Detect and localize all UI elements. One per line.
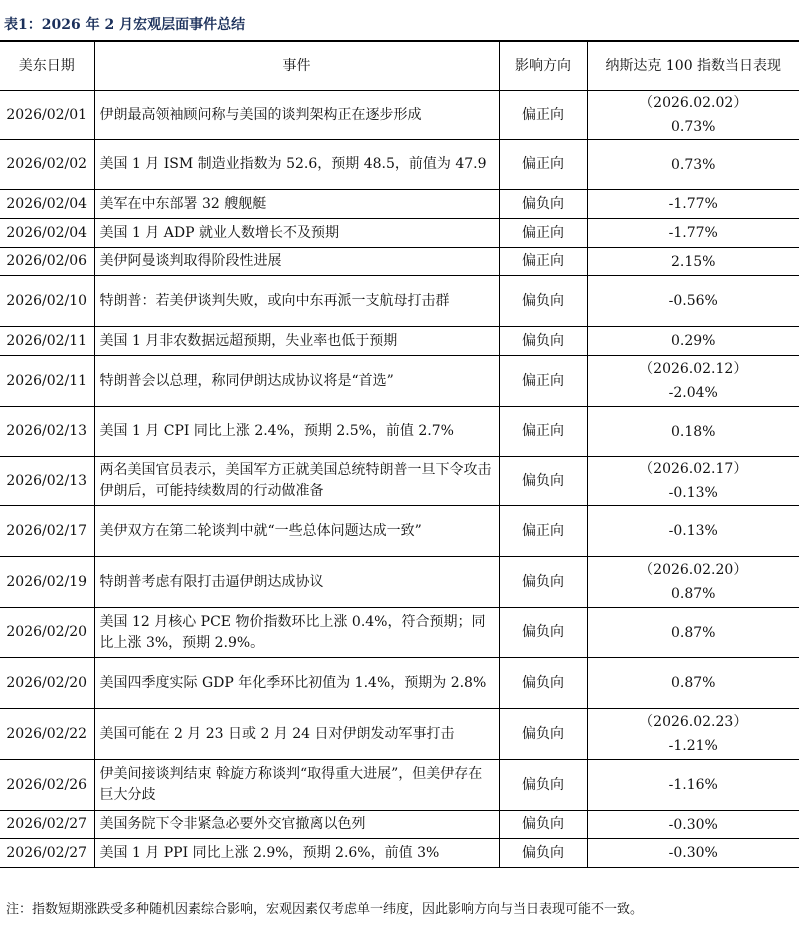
row-date: 2026/02/11 xyxy=(0,327,94,356)
row-direction: 偏正向 xyxy=(499,219,587,248)
row-event: 伊朗最高领袖顾问称与美国的谈判架构正在逐步形成 xyxy=(94,91,499,140)
row-date: 2026/02/20 xyxy=(0,608,94,658)
row-direction: 偏负向 xyxy=(499,839,587,868)
row-event: 美国 1 月 CPI 同比上涨 2.4%，预期 2.5%，前值 2.7% xyxy=(94,407,499,457)
row-date: 2026/02/06 xyxy=(0,248,94,276)
row-date: 2026/02/17 xyxy=(0,506,94,557)
row-date: 2026/02/20 xyxy=(0,658,94,709)
row-performance: -0.56% xyxy=(587,276,799,327)
table-row xyxy=(0,760,799,811)
row-performance: 0.87% xyxy=(587,608,799,658)
table-row xyxy=(0,407,799,457)
table-row xyxy=(0,506,799,557)
row-performance: -1.21% xyxy=(668,738,718,754)
row-direction: 偏负向 xyxy=(499,760,587,811)
row-performance-cell xyxy=(587,91,799,140)
row-event: 美国可能在 2 月 23 日或 2 月 24 日对伊朗发动军事打击 xyxy=(94,709,499,760)
row-event: 特朗普会以总理，称同伊朗达成协议将是“首选” xyxy=(94,356,499,407)
row-date: 2026/02/26 xyxy=(0,760,94,811)
row-date: 2026/02/13 xyxy=(0,457,94,506)
row-direction: 偏负向 xyxy=(499,709,587,760)
row-direction: 偏负向 xyxy=(499,457,587,506)
row-date: 2026/02/10 xyxy=(0,276,94,327)
table-row xyxy=(0,811,799,839)
row-performance: -0.30% xyxy=(587,811,799,839)
header-direction: 影响方向 xyxy=(499,42,587,91)
table-row xyxy=(0,557,799,608)
table-row xyxy=(0,248,799,276)
table-row xyxy=(0,356,799,407)
row-date: 2026/02/01 xyxy=(0,91,94,140)
row-event: 伊美间接谈判结束 斡旋方称谈判“取得重大进展”，但美伊存在巨大分歧 xyxy=(94,760,499,811)
header-performance: 纳斯达克 100 指数当日表现 xyxy=(587,42,799,91)
row-performance: 0.87% xyxy=(671,586,716,602)
row-performance: 0.18% xyxy=(587,407,799,457)
row-event: 美国 12 月核心 PCE 物价指数环比上涨 0.4%，符合预期；同比上涨 3%，预期 2.9%。 xyxy=(94,608,499,658)
table-title: 表1：2026 年 2 月宏观层面事件总结 xyxy=(4,17,246,33)
row-performance: -0.13% xyxy=(668,485,718,501)
table-row xyxy=(0,608,799,658)
row-performance-date: （2026.02.23） xyxy=(639,714,748,730)
row-event: 两名美国官员表示，美国军方正就美国总统特朗普一旦下令攻击伊朗后，可能持续数周的行动做准备 xyxy=(94,457,499,506)
row-direction: 偏正向 xyxy=(499,407,587,457)
row-performance-date: （2026.02.20） xyxy=(639,562,748,578)
footnote: 注：指数短期涨跌受多种随机因素综合影响，宏观因素仅考虑单一纬度，因此影响方向与当日表现可能不一致。 xyxy=(6,902,644,917)
table-row xyxy=(0,91,799,140)
row-direction: 偏正向 xyxy=(499,356,587,407)
row-direction: 偏正向 xyxy=(499,506,587,557)
row-performance: -2.04% xyxy=(668,385,718,401)
row-performance-date: （2026.02.12） xyxy=(639,361,748,377)
row-date: 2026/02/19 xyxy=(0,557,94,608)
row-date: 2026/02/04 xyxy=(0,219,94,248)
row-date: 2026/02/13 xyxy=(0,407,94,457)
row-direction: 偏负向 xyxy=(499,276,587,327)
row-performance: 0.73% xyxy=(587,140,799,190)
table-row xyxy=(0,839,799,868)
row-performance: 0.73% xyxy=(671,119,716,135)
row-date: 2026/02/11 xyxy=(0,356,94,407)
row-performance-cell xyxy=(587,457,799,506)
row-performance: 0.29% xyxy=(587,327,799,356)
row-direction: 偏负向 xyxy=(499,811,587,839)
row-event: 美国四季度实际 GDP 年化季环比初值为 1.4%，预期为 2.8% xyxy=(94,658,499,709)
table-row xyxy=(0,457,799,506)
header-event: 事件 xyxy=(94,42,499,91)
row-performance: -1.16% xyxy=(587,760,799,811)
row-event: 美国 1 月非农数据远超预期，失业率也低于预期 xyxy=(94,327,499,356)
row-event: 特朗普：若美伊谈判失败，或向中东再派一支航母打击群 xyxy=(94,276,499,327)
row-direction: 偏负向 xyxy=(499,658,587,709)
row-direction: 偏负向 xyxy=(499,190,587,219)
table-row xyxy=(0,709,799,760)
row-date: 2026/02/22 xyxy=(0,709,94,760)
row-performance: 2.15% xyxy=(587,248,799,276)
row-direction: 偏负向 xyxy=(499,608,587,658)
header-date: 美东日期 xyxy=(0,42,94,91)
row-direction: 偏正向 xyxy=(499,91,587,140)
table-row xyxy=(0,276,799,327)
row-event: 美军在中东部署 32 艘舰艇 xyxy=(94,190,499,219)
row-event: 美国务院下令非紧急必要外交官撤离以色列 xyxy=(94,811,499,839)
table-row xyxy=(0,658,799,709)
table-row xyxy=(0,219,799,248)
row-performance-cell xyxy=(587,709,799,760)
row-direction: 偏正向 xyxy=(499,248,587,276)
table-row xyxy=(0,190,799,219)
row-performance-date: （2026.02.02） xyxy=(639,95,748,111)
row-performance: -0.13% xyxy=(587,506,799,557)
row-direction: 偏正向 xyxy=(499,140,587,190)
row-date: 2026/02/27 xyxy=(0,811,94,839)
table-row xyxy=(0,327,799,356)
table-header-row xyxy=(0,42,799,91)
row-direction: 偏负向 xyxy=(499,557,587,608)
row-date: 2026/02/02 xyxy=(0,140,94,190)
row-event: 美伊阿曼谈判取得阶段性进展 xyxy=(94,248,499,276)
row-event: 美伊双方在第二轮谈判中就“一些总体问题达成一致” xyxy=(94,506,499,557)
row-performance: 0.87% xyxy=(587,658,799,709)
table-row xyxy=(0,140,799,190)
row-performance: -0.30% xyxy=(587,839,799,868)
row-event: 美国 1 月 ISM 制造业指数为 52.6，预期 48.5，前值为 47.9 xyxy=(94,140,499,190)
row-direction: 偏负向 xyxy=(499,327,587,356)
row-performance-cell xyxy=(587,356,799,407)
row-event: 特朗普考虑有限打击逼伊朗达成协议 xyxy=(94,557,499,608)
row-performance: -1.77% xyxy=(587,190,799,219)
row-date: 2026/02/04 xyxy=(0,190,94,219)
events-table xyxy=(0,42,799,868)
row-event: 美国 1 月 ADP 就业人数增长不及预期 xyxy=(94,219,499,248)
row-event: 美国 1 月 PPI 同比上涨 2.9%，预期 2.6%，前值 3% xyxy=(94,839,499,868)
row-performance-date: （2026.02.17） xyxy=(639,461,748,477)
row-performance: -1.77% xyxy=(587,219,799,248)
row-performance-cell xyxy=(587,557,799,608)
row-date: 2026/02/27 xyxy=(0,839,94,868)
